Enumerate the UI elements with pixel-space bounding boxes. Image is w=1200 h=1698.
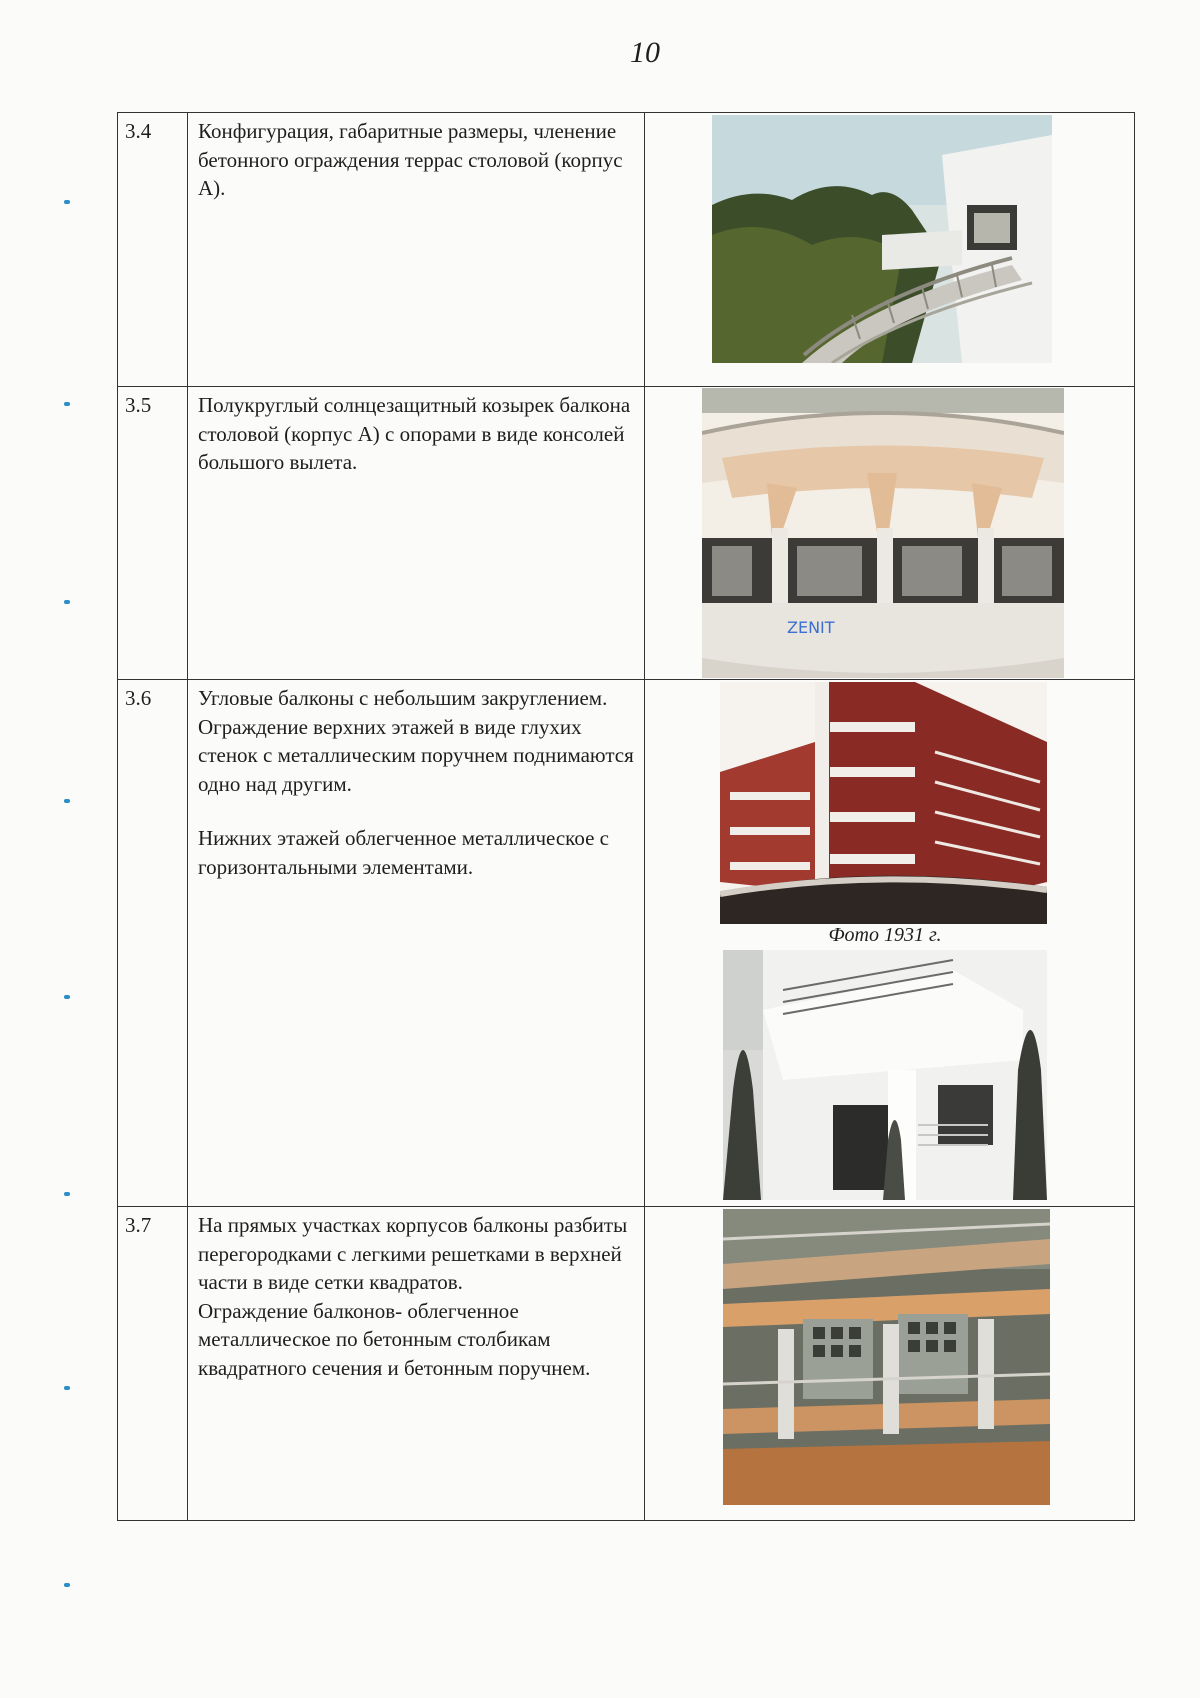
margin-dot	[64, 1583, 70, 1587]
historic-building-photo	[720, 682, 1047, 924]
description-paragraph: Угловые балконы с небольшим закруглением. Ограждение верхних этажей в виде глухих стенок с металлическим поручнем поднимаются одно над другим.	[198, 686, 634, 796]
table-row	[118, 1207, 1135, 1521]
description-paragraph: На прямых участках корпусов балконы разбиты перегородками с легкими решетками в верхней части в виде сетки квадратов. Ограждение балконов- облегченное металлическое по бетонным столбикам квадратного сечения и бетонным поручнем.	[198, 1213, 628, 1380]
straight-balconies-photo	[723, 1209, 1050, 1505]
page-number: 10	[630, 36, 660, 69]
margin-dot	[64, 1386, 70, 1390]
row-number: 3.4	[118, 113, 188, 387]
row-description	[188, 1207, 645, 1521]
photo-cell	[645, 113, 1135, 387]
margin-dot	[64, 200, 70, 204]
photo-cell	[645, 680, 1135, 1207]
photo-caption: Фото 1931 г.	[828, 924, 942, 946]
margin-dot	[64, 402, 70, 406]
table-row	[118, 680, 1135, 1207]
row-description	[188, 113, 645, 387]
description-paragraph: Полукруглый солнцезащитный козырек балкона столовой (корпус А) с опорами в виде консолей большого вылета.	[198, 393, 631, 474]
row-number: 3.5	[118, 387, 188, 680]
svg-text:ZENIT: ZENIT	[787, 618, 835, 637]
table-row	[118, 387, 1135, 680]
row-description	[188, 680, 645, 1207]
corner-balcony-photo	[723, 950, 1047, 1200]
terrace-railing-photo	[712, 115, 1052, 363]
margin-dot	[64, 995, 70, 999]
table-row	[118, 113, 1135, 387]
row-number: 3.7	[118, 1207, 188, 1521]
description-paragraph: Конфигурация, габаритные размеры, членение бетонного ограждения террас столовой (корпус А).	[198, 119, 623, 200]
description-paragraph: Нижних этажей облегченное металлическое с горизонтальными элементами.	[198, 826, 609, 879]
photo-cell	[645, 387, 1135, 680]
row-number: 3.6	[118, 680, 188, 1207]
features-table	[117, 112, 1135, 1521]
canopy-balcony-photo	[702, 388, 1064, 678]
row-description	[188, 387, 645, 680]
margin-dot	[64, 1192, 70, 1196]
photo-cell	[645, 1207, 1135, 1521]
margin-dot	[64, 600, 70, 604]
margin-dot	[64, 799, 70, 803]
